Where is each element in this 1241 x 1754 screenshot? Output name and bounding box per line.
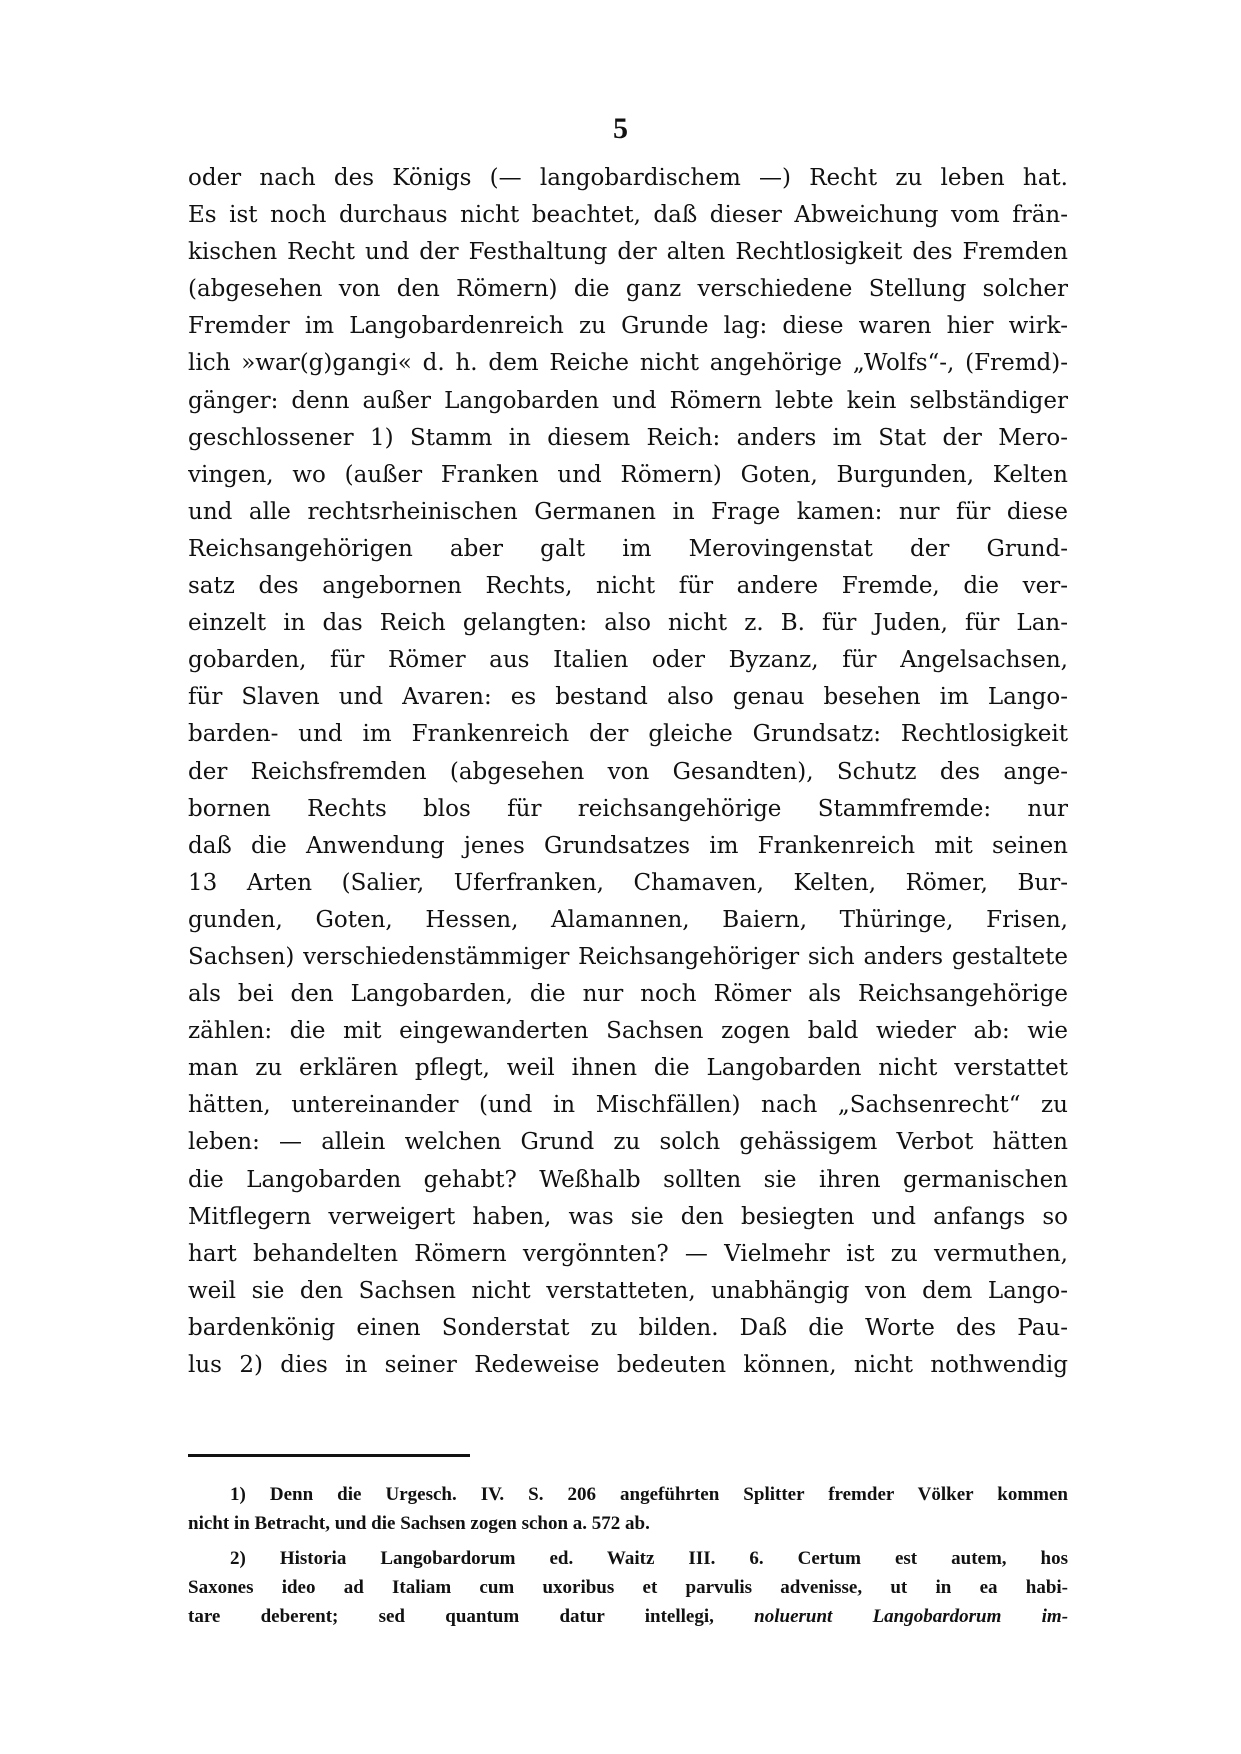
- text-line: bardenkönig einen Sonderstat zu bilden. Daß die Worte des Pau-: [188, 1314, 1068, 1341]
- text-line: gunden, Goten, Hessen, Alamannen, Baiern, Thüringe, Frisen,: [188, 906, 1068, 933]
- text-line: weil sie den Sachsen nicht verstatteten, unabhängig von dem Lango-: [188, 1277, 1068, 1304]
- footnote-italic-text: noluerunt Langobardorum im-: [754, 1606, 1068, 1627]
- text-line: die Langobarden gehabt? Weßhalb sollten sie ihren germanischen: [188, 1166, 1068, 1193]
- text-line: Fremder im Langobardenreich zu Grunde lag: diese waren hier wirk-: [188, 313, 1068, 340]
- text-line: kischen Recht und der Festhaltung der alten Rechtlosigkeit des Fremden: [188, 239, 1068, 266]
- text-line: für Slaven und Avaren: es bestand also genau besehen im Lango-: [188, 684, 1068, 711]
- text-line: daß die Anwendung jenes Grundsatzes im Frankenreich mit seinen: [188, 832, 1068, 859]
- text-line: hart behandelten Römern vergönnten? — Vielmehr ist zu vermuthen,: [188, 1240, 1068, 1267]
- text-line: Es ist noch durchaus nicht beachtet, daß dieser Abweichung vom frän-: [188, 202, 1068, 229]
- footnotes: [188, 1480, 1068, 1631]
- text-line: geschlossener 1) Stamm in diesem Reich: anders im Stat der Mero-: [188, 424, 1068, 451]
- text-line: vingen, wo (außer Franken und Römern) Goten, Burgunden, Kelten: [188, 461, 1068, 488]
- text-line: satz des angebornen Rechts, nicht für andere Fremde, die ver-: [188, 573, 1068, 600]
- footnote-line: 2) Historia Langobardorum ed. Waitz III. 6. Certum est autem, hos: [230, 1548, 1068, 1569]
- text-line: bornen Rechts blos für reichsangehörige Stammfremde: nur: [188, 795, 1068, 822]
- text-line: man zu erklären pflegt, weil ihnen die Langobarden nicht verstattet: [188, 1055, 1068, 1082]
- text-line: zählen: die mit eingewanderten Sachsen zogen bald wieder ab: wie: [188, 1018, 1068, 1045]
- text-line: leben: — allein welchen Grund zu solch gehässigem Verbot hätten: [188, 1129, 1068, 1156]
- footnote-line-mixed: [188, 1602, 1068, 1631]
- body-text: [188, 160, 1068, 1384]
- text-line: lich »war(g)gangi« d. h. dem Reiche nicht angehörige „Wolfs“-, (Fremd)-: [188, 350, 1068, 377]
- footnote-line: Saxones ideo ad Italiam cum uxoribus et parvulis advenisse, ut in ea habi-: [188, 1577, 1068, 1598]
- text-line: hätten, untereinander (und in Mischfällen) nach „Sachsenrecht“ zu: [188, 1092, 1068, 1119]
- text-line: barden- und im Frankenreich der gleiche Grundsatz: Rechtlosigkeit: [188, 721, 1068, 748]
- text-line: der Reichsfremden (abgesehen von Gesandten), Schutz des ange-: [188, 758, 1068, 785]
- text-line: als bei den Langobarden, die nur noch Römer als Reichsangehörige: [188, 981, 1068, 1008]
- text-line: oder nach des Königs (— langobardischem —) Recht zu leben hat.: [188, 165, 1068, 191]
- text-line: Mitflegern verweigert haben, was sie den besiegten und anfangs so: [188, 1203, 1068, 1230]
- footnote-line: nicht in Betracht, und die Sachsen zogen schon a. 572 ab.: [188, 1513, 650, 1534]
- text-line: gobarden, für Römer aus Italien oder Byzanz, für Angelsachsen,: [188, 647, 1068, 674]
- text-line: und alle rechtsrheinischen Germanen in Frage kamen: nur für diese: [188, 498, 1068, 525]
- text-line: einzelt in das Reich gelangten: also nicht z. B. für Juden, für Lan-: [188, 610, 1068, 637]
- footnote-line-text: tare deberent; sed quantum datur intellegi,: [188, 1606, 714, 1627]
- page-number: 5: [613, 112, 628, 145]
- text-line: (abgesehen von den Römern) die ganz verschiedene Stellung solcher: [188, 276, 1068, 303]
- text-line: 13 Arten (Salier, Uferfranken, Chamaven, Kelten, Römer, Bur-: [188, 869, 1068, 896]
- text-line: lus 2) dies in seiner Redeweise bedeuten können, nicht nothwendig: [188, 1352, 1068, 1378]
- text-line: Sachsen) verschiedenstämmiger Reichsangehöriger sich anders gestaltete: [188, 943, 1068, 970]
- footnote-line: 1) Denn die Urgesch. IV. S. 206 angeführten Splitter fremder Völker kommen: [230, 1484, 1068, 1505]
- footnote-separator: [188, 1454, 470, 1457]
- text-line: Reichsangehörigen aber galt im Merovingenstat der Grund-: [188, 535, 1068, 562]
- text-line: gänger: denn außer Langobarden und Römern lebte kein selbständiger: [188, 387, 1068, 414]
